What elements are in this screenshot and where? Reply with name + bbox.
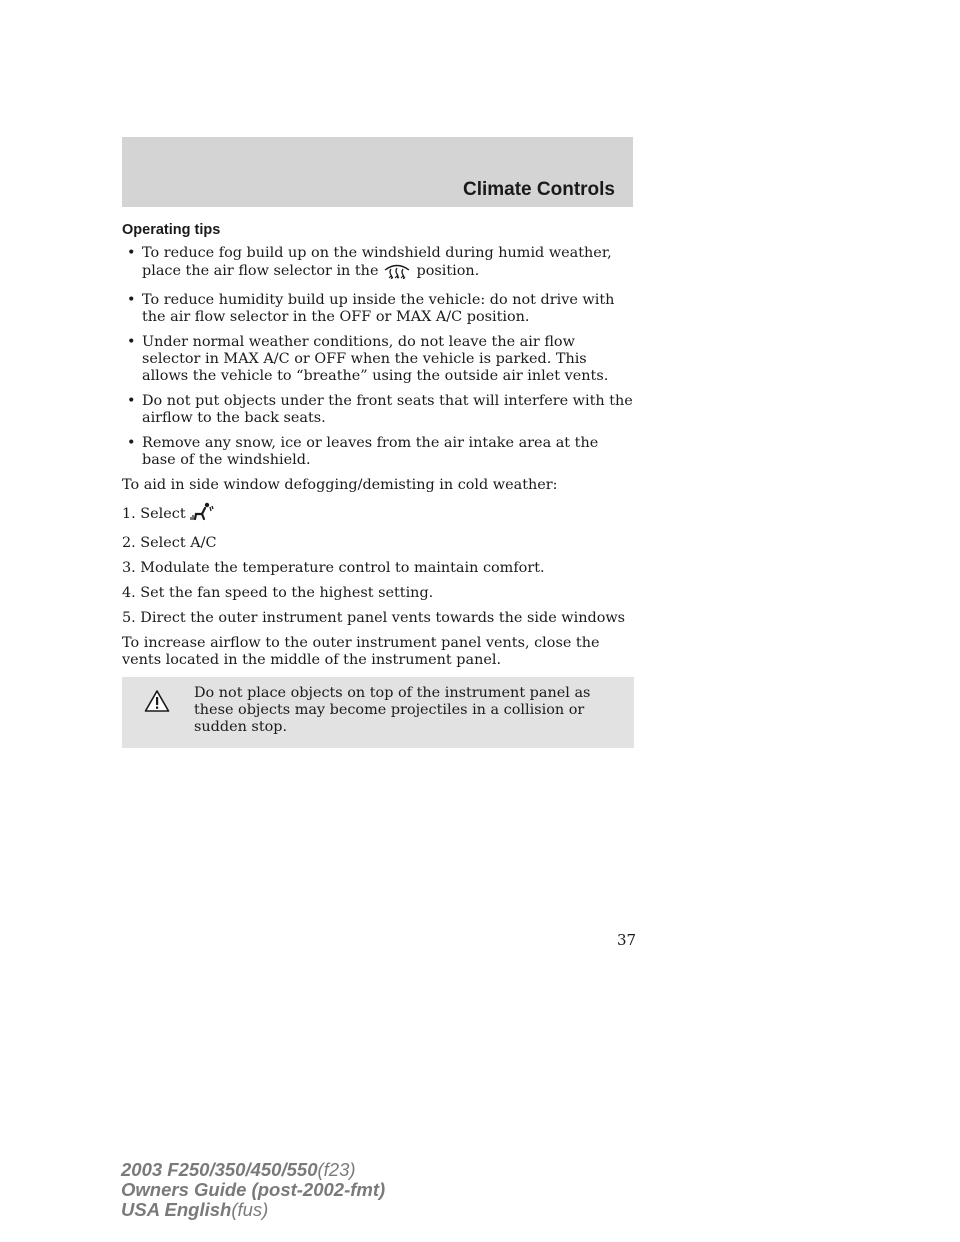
step-item: 5. Direct the outer instrument panel vents towards the side windows [122, 610, 626, 626]
operating-tips-list [122, 245, 634, 469]
footer-line [121, 1200, 385, 1220]
step-item: 2. Select A/C [122, 535, 217, 551]
list-item [122, 393, 634, 427]
operating-tips-heading: Operating tips [122, 222, 221, 238]
side-window-steps [122, 502, 634, 627]
document-footer [121, 1160, 385, 1220]
tip-text: Under normal weather conditions, do not leave the air flow selector in MAX A/C or OFF when the vehicle is parked. This allows the vehicle to “breathe” using the outside air inlet vents. [142, 334, 609, 384]
footer-model: 2003 F250/350/450/550 [121, 1159, 318, 1180]
section-header-band [122, 137, 633, 207]
step-item: 3. Modulate the temperature control to maintain comfort. [122, 560, 545, 576]
tip-text: To reduce humidity build up inside the vehicle: do not drive with the air flow selector in the OFF or MAX A/C position. [142, 292, 615, 325]
warning-box [122, 677, 634, 748]
footer-line [121, 1160, 385, 1180]
tip-text: Do not put objects under the front seats that will interfere with the airflow to the back seats. [142, 393, 633, 426]
footer-line [121, 1180, 385, 1200]
list-item [122, 334, 634, 385]
step-text: 1. Select [122, 506, 186, 522]
airflow-note: To increase airflow to the outer instrument panel vents, close the vents located in the middle of the instrument panel. [122, 635, 600, 668]
tip-text-end: position. [416, 263, 480, 279]
warning-triangle-icon [144, 689, 170, 718]
footer-language-code: (fus) [231, 1199, 269, 1220]
list-item [122, 435, 634, 469]
section-title: Climate Controls [462, 179, 615, 200]
bullet: • [127, 393, 136, 409]
page-number: 37 [617, 931, 637, 949]
list-item [122, 245, 634, 284]
step-item [122, 502, 634, 527]
tip-text: Remove any snow, ice or leaves from the air intake area at the base of the windshield. [142, 435, 599, 468]
list-item [122, 292, 634, 326]
page-content [122, 222, 634, 748]
footer-language: USA English [121, 1199, 232, 1220]
bullet: • [127, 245, 136, 261]
bullet: • [127, 334, 136, 350]
tip-text: To reduce fog build up on the windshield during humid weather, place the air flow selector in the [142, 245, 612, 279]
floor-defrost-icon [190, 502, 214, 527]
bullet: • [127, 292, 136, 308]
defrost-icon [382, 262, 412, 284]
warning-text: Do not place objects on top of the instrument panel as these objects may become projectiles in a collision or sudden stop. [194, 685, 591, 735]
bullet: • [127, 435, 136, 451]
step-item: 4. Set the fan speed to the highest setting. [122, 585, 434, 601]
side-window-intro: To aid in side window defogging/demisting in cold weather: [122, 477, 558, 493]
footer-model-code: (f23) [317, 1159, 356, 1180]
footer-guide: Owners Guide (post-2002-fmt) [121, 1179, 386, 1200]
